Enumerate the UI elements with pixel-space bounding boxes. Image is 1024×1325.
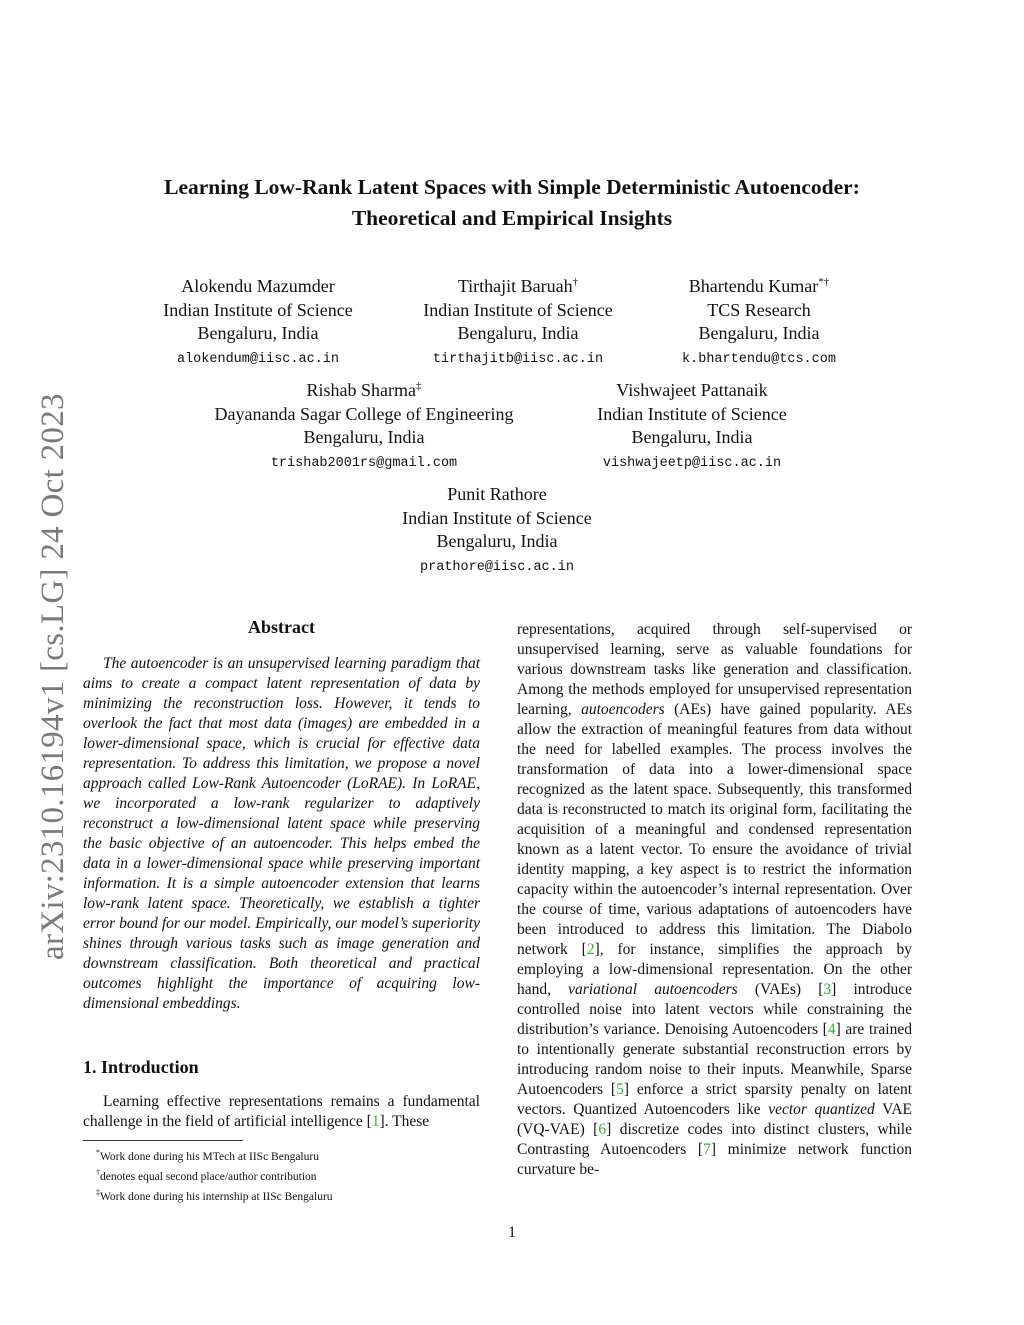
author-affiliation: Dayananda Sagar College of Engineering xyxy=(214,403,514,424)
footnote: *Work done during his MTech at IISc Bengaluru xyxy=(96,1148,319,1163)
footnote: ‡Work done during his internship at IISc Bengaluru xyxy=(96,1187,333,1203)
abstract-text: The autoencoder is an unsupervised learning paradigm that aims to create a compact latent representation of data by minimizing the reconstruction loss. However, it tends to overlook the fact that most data (images) are embedded in a lower-dimensional space, which is crucial for effective data representation. To address this limitation, we propose a novel approach called Low-Rank Autoencoder (LoRAE). In LoRAE, we incorporated a low-rank regularizer to adaptively reconstruct a low-dimensional latent space while preserving the basic objective of an autoencoder. This helps embed the data in a lower-dimensional space while preserving important information. It is a simple autoencoder extension that learns low-rank latent space. Theoretically, we establish a tighter error bound for our model. Empirically, our model’s superiority shines through various tasks such as image generation and downstream classification. Both theoretical and practical outcomes highlight the importance of acquiring low-dimensional embeddings. xyxy=(83,655,480,1012)
author-mark: *† xyxy=(818,276,830,288)
author-email[interactable]: tirthajitb@iisc.ac.in xyxy=(432,351,604,367)
author-name: Bhartendu Kumar xyxy=(688,276,819,296)
paper-title-line-1: Learning Low-Rank Latent Spaces with Simple Deterministic Autoencoder: xyxy=(164,175,860,199)
author-location: Bengaluru, India xyxy=(457,323,579,343)
author-block-5 xyxy=(597,375,786,473)
author-email[interactable]: k.bhartendu@tcs.com xyxy=(682,351,836,367)
abstract-heading: Abstract xyxy=(248,617,315,637)
arxiv-identifier: arXiv:2310.16194v1 [cs.LG] 24 Oct 2023 xyxy=(35,393,71,960)
author-location: Bengaluru, India xyxy=(436,531,558,551)
footnotes xyxy=(96,1145,476,1204)
author-affiliation: Indian Institute of Science xyxy=(163,299,353,320)
paper-title xyxy=(0,172,1024,234)
author-block-6 xyxy=(402,479,591,577)
citation-link[interactable]: 6 xyxy=(598,1121,607,1138)
author-affiliation: Indian Institute of Science xyxy=(402,507,592,528)
right-column xyxy=(517,620,912,1180)
author-location: Bengaluru, India xyxy=(197,323,319,343)
author-name: Alokendu Mazumder xyxy=(181,276,335,296)
footnote: †denotes equal second place/author contribution xyxy=(96,1167,317,1183)
author-block-2 xyxy=(423,271,612,369)
author-name: Tirthajit Baruah xyxy=(457,276,573,296)
author-affiliation: Indian Institute of Science xyxy=(597,403,787,424)
citation-link[interactable]: 7 xyxy=(703,1141,711,1158)
left-column xyxy=(83,615,480,1132)
author-mark: ‡ xyxy=(415,380,422,392)
paper-title-line-2: Theoretical and Empirical Insights xyxy=(351,206,673,230)
author-email[interactable]: vishwajeetp@iisc.ac.in xyxy=(602,455,782,471)
author-affiliation: TCS Research xyxy=(707,299,811,320)
author-affiliation: Indian Institute of Science xyxy=(423,299,613,320)
citation-link[interactable]: 2 xyxy=(586,941,595,958)
citation-link[interactable]: 4 xyxy=(827,1021,836,1038)
author-mark: † xyxy=(572,276,579,288)
author-block-4 xyxy=(215,375,514,473)
author-block-3 xyxy=(682,271,836,369)
right-column-paragraph: representations, acquired through self-supervised or unsupervised learning, serve as valuable foundations for various downstream tasks like generation and classification. Among the methods employed for unsupervised representation learning, autoencoders (AEs) have gained popularity. AEs allow the extraction of meaningful features from data without the need for labelled examples. The process involves the transformation of data into a lower-dimensional space recognized as the latent space. Subsequently, this transformed data is reconstructed to match its original form, facilitating the acquisition of a meaningful and condensed representation known as a latent vector. To ensure the avoidance of trivial identity mapping, a key aspect is to restrict the information capacity within the autoencoder’s internal representation. Over the course of time, various adaptations of autoencoders have been introduced to address this limitation. The Diabolo network [2], for instance, simplifies the approach by employing a low-dimensional representation. On the other hand, variational autoencoders (VAEs) [3] introduce controlled noise into latent vectors while constraining the distribution’s variance. Denoising Autoencoders [4] are trained to intentionally generate substantial reconstruction errors by introducing random noise to their inputs. Meanwhile, Sparse Autoencoders [5] enforce a strict sparsity penalty on latent vectors. Quantized Autoencoders like vector quantized VAE (VQ-VAE) [6] discretize codes into distinct clusters, while Contrasting Autoencoders [7] minimize network function curvature be- xyxy=(517,621,913,1178)
author-email[interactable]: prathore@iisc.ac.in xyxy=(420,559,574,575)
author-location: Bengaluru, India xyxy=(631,427,753,447)
footnote-divider xyxy=(83,1140,243,1141)
author-email[interactable]: alokendum@iisc.ac.in xyxy=(176,351,340,367)
citation-link[interactable]: 5 xyxy=(616,1081,624,1098)
author-name: Punit Rathore xyxy=(447,484,547,504)
author-name: Rishab Sharma xyxy=(306,380,416,400)
author-location: Bengaluru, India xyxy=(303,427,425,447)
introduction-paragraph: Learning effective representations remains a fundamental challenge in the field of artificial intelligence [1]. These xyxy=(83,1093,480,1130)
introduction-heading: 1. Introduction xyxy=(83,1057,199,1077)
page-number: 1 xyxy=(508,1224,516,1241)
citation-link[interactable]: 1 xyxy=(371,1113,380,1130)
author-email[interactable]: trishab2001rs@gmail.com xyxy=(270,455,458,471)
author-block-1 xyxy=(163,271,352,369)
author-name: Vishwajeet Pattanaik xyxy=(616,380,768,400)
citation-link[interactable]: 3 xyxy=(823,981,832,998)
author-location: Bengaluru, India xyxy=(698,323,820,343)
